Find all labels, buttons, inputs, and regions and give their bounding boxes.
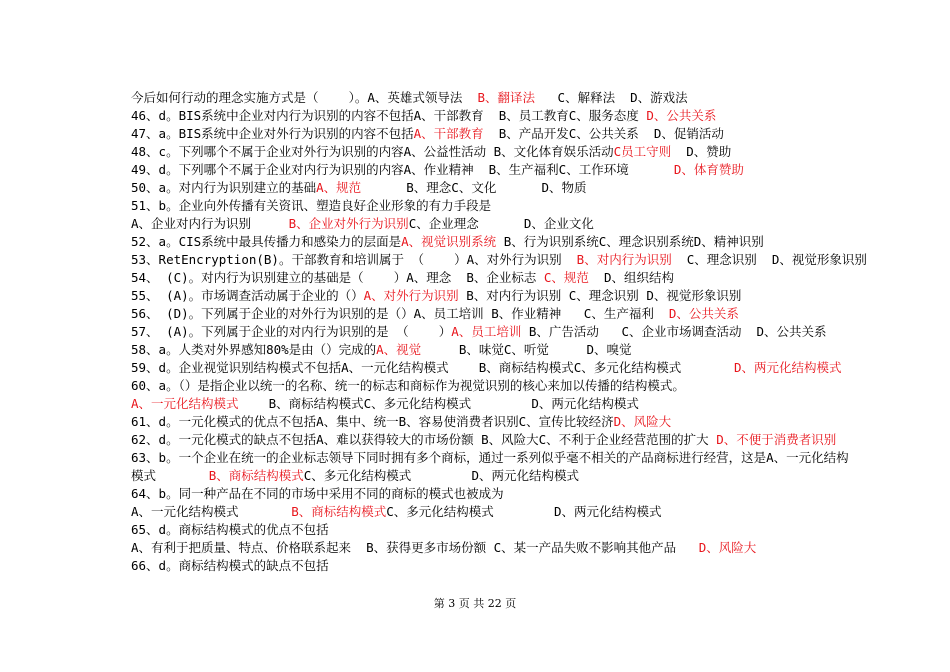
question-text: 66、d。商标结构模式的缺点不包括 [131,558,329,573]
text-line [131,269,674,287]
answer-highlight: A、干部教育 [413,126,484,141]
question-text: 46、d。BIS系统中企业对内行为识别的内容不包括A、干部教育 B、员工教育C、服务态度 [131,108,647,123]
answer-highlight: C、规范 [543,270,589,285]
answer-highlight: A、一元化结构模式 [131,396,239,411]
answer-highlight: B、商标结构模式 [208,468,304,483]
text-line [131,125,724,143]
question-text: 47、a。BIS系统中企业对外行为识别的内容不包括 [131,126,414,141]
question-text: A、一元化结构模式 [131,504,292,519]
text-line [131,485,504,503]
text-line [131,377,685,395]
text-line [131,395,639,413]
question-text: C、多元化结构模式 D、两元化结构模式 [386,504,662,519]
text-line [131,413,671,431]
question-text: A、有利于把质量、特点、价格联系起来 B、获得更多市场份额 C、某一产品失败不影响其他产品 [131,540,699,555]
text-line [131,359,841,377]
text-line [131,503,662,521]
question-text: 65、d。商标结构模式的优点不包括 [131,522,329,537]
question-text: C、多元化结构模式 D、两元化结构模式 [303,468,579,483]
text-line [131,557,329,575]
question-text: 51、b。企业向外传播有关资讯、塑造良好企业形象的有力手段是 [131,198,492,213]
question-text: B、广告活动 C、企业市场调查活动 D、公共关系 [521,324,827,339]
text-line [131,215,594,233]
answer-highlight: D、公共关系 [646,108,717,123]
text-line [131,539,756,557]
question-text: 61、d。一元化模式的优点不包括A、集中、统一B、容易使消费者识别C、宣传比较经济 [131,414,614,429]
question-text: B、产品开发C、公共关系 D、促销活动 [483,126,724,141]
answer-highlight: A、视觉识别系统 [401,234,497,249]
question-text: B、理念C、文化 D、物质 [361,180,587,195]
question-text: 56、 (D)。下列属于企业的对外行为识别的是（）A、员工培训 B、作业精神 C、生产福利 [131,306,669,321]
question-text: 59、d。企业视觉识别结构模式不包括A、一元化结构模式 B、商标结构模式C、多元化结构模式 [131,360,734,375]
question-text: 58、a。人类对外界感知80%是由（）完成的 [131,342,377,357]
text-line [131,179,587,197]
answer-highlight: A、视觉 [376,342,422,357]
text-line [131,143,731,161]
answer-highlight: B、企业对外行为识别 [288,216,409,231]
question-text: 今后如何行动的理念实施方式是（ ）。A、英雄式领导法 [131,90,478,105]
question-text: 55、 (A)。市场调查活动属于企业的（） [131,288,364,303]
answer-highlight: D、公共关系 [668,306,739,321]
answer-highlight: B、对内行为识别 [576,252,672,267]
text-line [131,521,329,539]
answer-highlight: D、体育赞助 [673,162,744,177]
answer-highlight: D、风险大 [613,414,672,429]
question-text: D、赞助 [671,144,732,159]
text-line [131,323,827,341]
question-text: B、商标结构模式C、多元化结构模式 D、两元化结构模式 [238,396,639,411]
question-text: 49、d。下列哪个不属于企业对内行为识别的内容A、作业精神 B、生产福利C、工作环境 [131,162,674,177]
question-text: 57、 (A)。下列属于企业的对内行为识别的是 （ ） [131,324,452,339]
text-line [131,107,716,125]
answer-highlight: D、不便于消费者识别 [716,432,837,447]
text-line [131,305,739,323]
answer-highlight: D、两元化结构模式 [733,360,842,375]
question-text: B、行为识别系统C、理念识别系统D、精神识别 [496,234,764,249]
text-line [131,287,741,305]
question-text: C、解释法 D、游戏法 [534,90,688,105]
text-line [131,431,836,449]
question-text: B、味觉C、听觉 D、嗅觉 [421,342,632,357]
question-text: A、企业对内行为识别 [131,216,289,231]
question-text: 60、a。（）是指企业以统一的名称、统一的标志和商标作为视觉识别的核心来加以传播的结构模式。 [131,378,685,393]
answer-highlight: C员工守则 [613,144,672,159]
question-text: D、组织结构 [588,270,674,285]
answer-highlight: D、风险大 [698,540,757,555]
question-text: 62、d。一元化模式的缺点不包括A、难以获得较大的市场份额 B、风险大C、不利于企业经营范围的扩大 [131,432,717,447]
question-text: B、对内行为识别 C、理念识别 D、视觉形象识别 [458,288,742,303]
text-line [131,233,764,251]
question-text: 63、b。一个企业在统一的企业标志领导下同时拥有多个商标，通过一系列似乎毫不相关的产品商标进行经营，这是A、一元化结构 [131,450,849,465]
question-text: C、理念识别 D、视觉形象识别 [671,252,867,267]
text-line [131,449,849,467]
question-text: 53、RetEncryption(B)。干部教育和培训属于 （ ）A、对外行为识别 [131,252,577,267]
question-text: 模式 [131,468,209,483]
question-text: 48、c。下列哪个不属于企业对外行为识别的内容A、公益性活动 B、文化体育娱乐活动 [131,144,614,159]
text-line [131,89,688,107]
answer-highlight: A、对外行为识别 [363,288,459,303]
text-line [131,197,491,215]
question-text: 54、 (C)。对内行为识别建立的基础是（ ）A、理念 B、企业标志 [131,270,544,285]
answer-highlight: B、商标结构模式 [291,504,387,519]
text-line [131,467,579,485]
text-line [131,161,744,179]
answer-highlight: A、规范 [316,180,362,195]
page-footer: 第 3 页 共 22 页 [433,597,517,610]
question-text: 52、a。CIS系统中最具传播力和感染力的层面是 [131,234,402,249]
question-text: 64、b。同一种产品在不同的市场中采用不同的商标的模式也被成为 [131,486,504,501]
question-text: 50、a。对内行为识别建立的基础 [131,180,317,195]
answer-highlight: A、员工培训 [451,324,522,339]
text-line [131,341,632,359]
text-line [131,251,867,269]
question-text: C、企业理念 D、企业文化 [408,216,594,231]
answer-highlight: B、翻译法 [477,90,535,105]
